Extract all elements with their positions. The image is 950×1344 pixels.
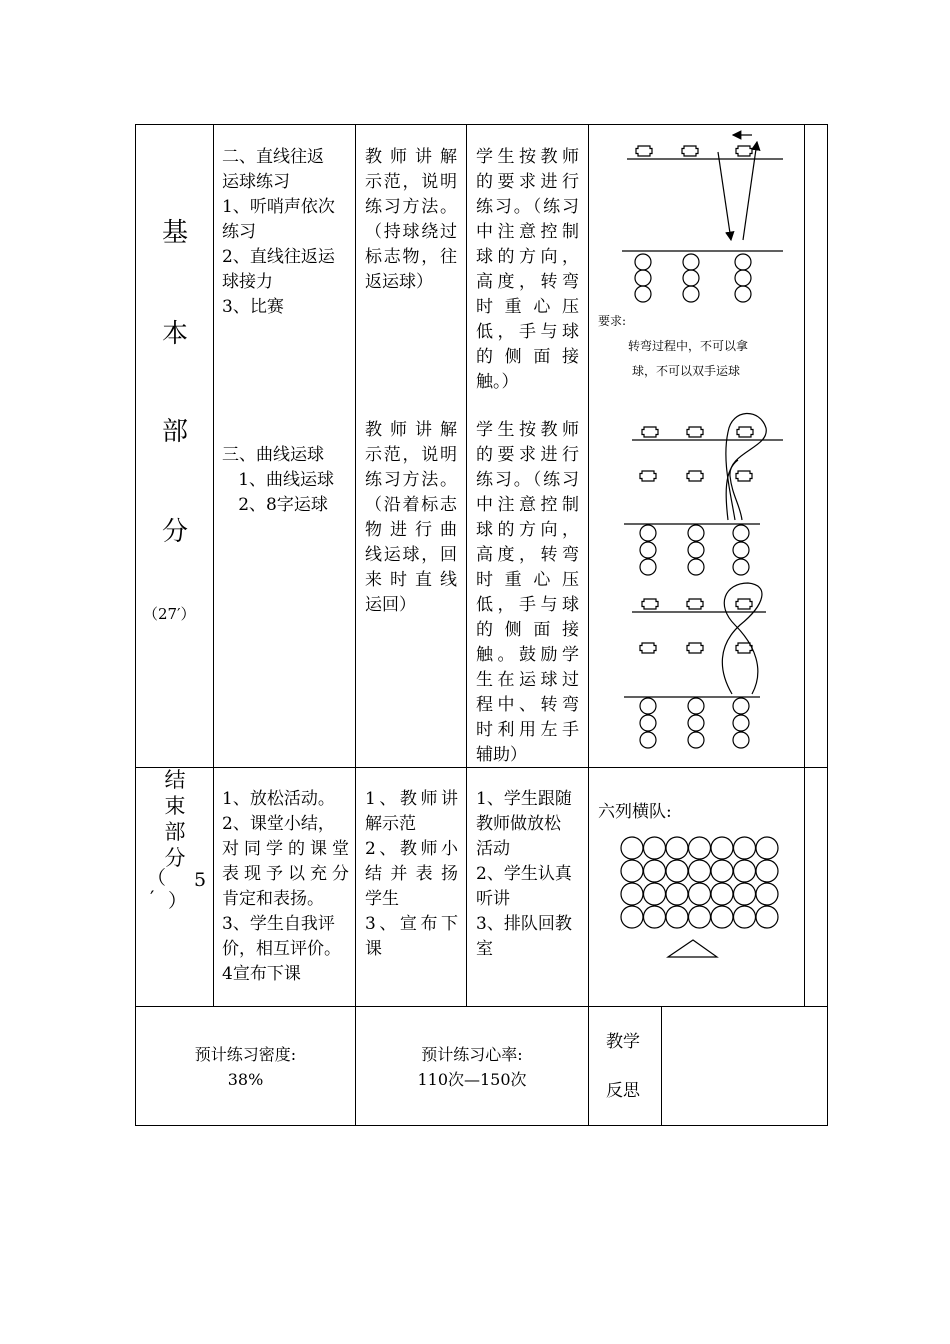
curve-dribble-diagram [624, 413, 783, 575]
requirement-line: 转弯过程中，不可以拿 [628, 339, 749, 353]
text-line: 时利用左手 [476, 720, 579, 740]
text-line: 解示范 [365, 814, 416, 834]
marker-cone [736, 599, 752, 609]
marker-cone [687, 643, 703, 653]
text-line: 练习。（练习 [476, 470, 579, 490]
text-line: 球的方向， [476, 520, 579, 540]
density-label: 预计练习密度: [194, 1045, 297, 1064]
student-position [689, 906, 711, 928]
section-char: 结 [164, 768, 186, 792]
text-line: 2、教师小 [365, 839, 458, 859]
curve-path [726, 460, 738, 520]
heart-rate-label: 预计练习心率: [421, 1045, 523, 1064]
student-position [711, 906, 733, 928]
text-line: 练习方法。 [365, 470, 457, 490]
text-line: 标志物，往 [365, 247, 457, 267]
student-position [734, 837, 756, 859]
section-char: 本 [161, 319, 188, 349]
text-line: 时重心压 [476, 570, 579, 590]
player-columns [640, 698, 749, 748]
straight-dribble-diagram [622, 135, 783, 302]
student-position [666, 906, 688, 928]
marker-cone [687, 471, 703, 481]
text-line: 线运球，回 [365, 545, 457, 565]
marker-cone [736, 471, 752, 481]
section-char: 束 [164, 794, 186, 818]
student-position [644, 837, 666, 859]
text-line: 返运球） [365, 272, 433, 292]
text-line: 辅助） [476, 745, 527, 765]
text-line: 示范，说明 [365, 445, 457, 465]
student-position [689, 883, 711, 905]
text-line: 物进行曲 [365, 520, 457, 540]
text-line: 教师讲解 [365, 420, 457, 440]
figure8-dribble-diagram [624, 583, 766, 748]
ending-time-prime: ′ [150, 887, 155, 909]
formation-label: 六列横队: [598, 802, 672, 822]
teacher-triangle [668, 940, 717, 957]
text-line: 听讲 [476, 889, 510, 909]
text-line: 教师讲解 [365, 147, 457, 167]
student-position [756, 837, 778, 859]
text-line: 3、学生自我评 [222, 914, 335, 934]
text-line: 对同学的课堂 [222, 839, 349, 859]
path-arrow [743, 142, 757, 240]
six-column-formation [621, 837, 778, 928]
student-position [666, 837, 688, 859]
text-line: 室 [476, 939, 493, 959]
ending-time-open: （ [147, 867, 167, 889]
requirement-line: 球，不可以双手运球 [632, 364, 741, 378]
text-line: 触。） [476, 372, 519, 392]
text-line: 1、教师讲 [365, 789, 458, 809]
marker-cone [687, 427, 703, 437]
reflection-label: 教学 [606, 1032, 640, 1052]
text-line: 时重心压 [476, 297, 579, 317]
text-line: 高度，转弯 [476, 545, 579, 565]
marker-cone [642, 427, 658, 437]
student-position [711, 837, 733, 859]
text-line: 学生 [365, 889, 399, 909]
text-line: 的侧面接 [476, 620, 579, 640]
text-line: 的侧面接 [476, 347, 579, 367]
student-position [621, 837, 643, 859]
text-line: 活动 [476, 839, 510, 859]
section-char: 分 [161, 517, 188, 547]
ending-time-num: 5 [194, 869, 207, 891]
marker-cone [640, 643, 656, 653]
student-position [734, 883, 756, 905]
student-position [621, 906, 643, 928]
student-position [621, 860, 643, 882]
student-position [756, 860, 778, 882]
player-columns [635, 254, 751, 302]
text-line: 的要求进行 [476, 445, 579, 465]
part3-content: 三、曲线运球 1、曲线运球 2、8字运球 [222, 445, 335, 515]
text-line: 生在运球过 [476, 670, 579, 690]
text-line: 1、学生跟随 [476, 789, 572, 809]
text-line: （沿着标志 [365, 495, 457, 515]
marker-cone [737, 427, 753, 437]
ending-time-close: ） [168, 890, 188, 912]
text-line: 球的方向， [476, 247, 579, 267]
marker-cone [682, 146, 698, 156]
text-line: 课 [365, 939, 382, 959]
reflection-label: 反思 [606, 1081, 640, 1101]
section-char: 部 [161, 417, 188, 447]
student-position [644, 860, 666, 882]
student-position [734, 860, 756, 882]
text-line: 4宣布下课 [222, 964, 301, 984]
section-time: （27′） [143, 605, 196, 623]
student-position [711, 883, 733, 905]
student-position [666, 883, 688, 905]
section-char: 分 [164, 846, 186, 870]
text-line: 运回） [365, 595, 416, 615]
figure8-path [722, 583, 762, 694]
section-char: 基 [161, 218, 188, 248]
marker-cone [640, 471, 656, 481]
text-line: 教师做放松 [476, 814, 561, 834]
text-line: 2、学生认真 [476, 864, 572, 884]
text-line: 3、宣布下 [365, 914, 458, 934]
text-line: 的要求进行 [476, 172, 579, 192]
marker-cone [736, 146, 752, 156]
text-line: 低，手与球 [476, 322, 579, 342]
student-position [644, 883, 666, 905]
text-line: 中注意控制 [476, 495, 579, 515]
text-line: 价，相互评价。 [222, 939, 341, 959]
text-line: 学生按教师 [476, 420, 579, 440]
section-char: 部 [164, 820, 186, 844]
text-line: 2、课堂小结， [222, 814, 335, 834]
requirement-label: 要求: [598, 314, 627, 328]
marker-cone [636, 146, 652, 156]
text-line: （持球绕过 [365, 222, 457, 242]
text-line: 来时直线 [365, 570, 457, 590]
marker-cone [642, 599, 658, 609]
text-line: 表现予以充分 [222, 864, 349, 884]
part2-content: 二、直线往返 运球练习 1、听哨声依次 练习 2、直线往返运 球接力 3、比赛 [222, 147, 335, 317]
student-position [711, 860, 733, 882]
student-position [689, 837, 711, 859]
player-columns [640, 525, 749, 575]
text-line: 学生按教师 [476, 147, 579, 167]
text-line: 示范，说明 [365, 172, 457, 192]
text-line: 练习。（练习 [476, 197, 579, 217]
text-line: 练习方法。 [365, 197, 457, 217]
density-value: 38% [227, 1070, 264, 1089]
text-line: 程中、转弯 [476, 695, 579, 715]
student-position [666, 860, 688, 882]
student-position [734, 906, 756, 928]
path-arrow [718, 152, 731, 240]
text-line: 3、排队回教 [476, 914, 572, 934]
student-position [756, 906, 778, 928]
text-line: 肯定和表扬。 [222, 889, 324, 909]
text-line: 结并表扬 [365, 864, 458, 884]
text-line: 高度，转弯 [476, 272, 579, 292]
student-position [644, 906, 666, 928]
marker-cone [687, 599, 703, 609]
text-line: 低，手与球 [476, 595, 579, 615]
text-line: 1、放松活动。 [222, 789, 335, 809]
student-position [621, 883, 643, 905]
text-line: 中注意控制 [476, 222, 579, 242]
student-position [756, 883, 778, 905]
student-position [689, 860, 711, 882]
text-line: 触。鼓励学 [476, 645, 579, 665]
heart-rate-value: 110次—150次 [417, 1070, 527, 1089]
